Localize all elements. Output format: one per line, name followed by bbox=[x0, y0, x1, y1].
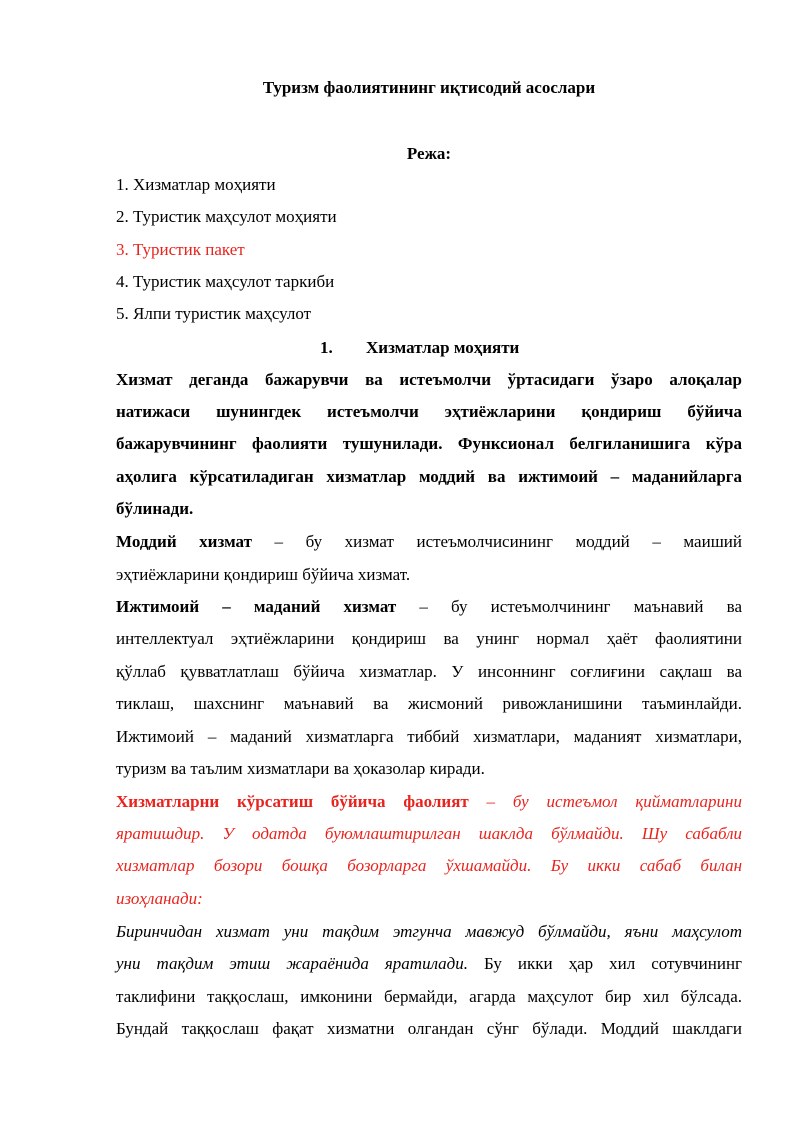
para3-term: Ижтимоий – маданий хизмат bbox=[116, 597, 397, 616]
para2-line bbox=[116, 530, 742, 554]
para1-line: бўлинади. bbox=[116, 499, 194, 518]
plan-heading: Режа: bbox=[406, 144, 452, 163]
para3-line: тиклаш, шахснинг маънавий ва жисмоний ривожланишини таъминлайди. bbox=[116, 694, 742, 713]
plan-item-2: 2. Туристик маҳсулот моҳияти bbox=[116, 207, 337, 226]
para4-text: – бу истеъмол қийматларини bbox=[468, 792, 742, 811]
para5-italic: уни тақдим этиш жараёнида яратилади. bbox=[116, 954, 469, 973]
para1-line: Хизмат деганда бажарувчи ва истеъмолчи ўртасидаги ўзаро алоқалар bbox=[116, 370, 742, 389]
section-number: 1. bbox=[320, 338, 333, 357]
plan-item-1: 1. Хизматлар моҳияти bbox=[116, 175, 276, 194]
para2-term: Моддий хизмат bbox=[116, 532, 252, 551]
para4-term: Хизматларни кўрсатиш бўйича фаолият bbox=[116, 792, 469, 811]
para3-line: интеллектуал эҳтиёжларини қондириш ва унинг нормал ҳаёт фаолиятини bbox=[116, 629, 742, 648]
section-title: Хизматлар моҳияти bbox=[366, 338, 520, 357]
plan-item-5: 5. Ялпи туристик маҳсулот bbox=[116, 304, 312, 323]
para5-line: Биринчидан хизмат уни тақдим этгунча мавжуд бўлмайди, яъни маҳсулот bbox=[116, 922, 742, 941]
para3-line: қўллаб қувватлатлаш бўйича хизматлар. У инсоннинг соғлиғини сақлаш ва bbox=[116, 662, 742, 681]
para4-line: хизматлар бозори бошқа бозорларга ўхшамайди. Бу икки сабаб билан bbox=[116, 856, 742, 875]
para5-text: Бу икки ҳар хил сотувчининг bbox=[468, 954, 743, 973]
para1-line: аҳолига кўрсатиладиган хизматлар моддий ва ижтимоий – маданийларга bbox=[116, 467, 742, 486]
para5-line: таклифини таққослаш, имконини бермайди, агарда маҳсулот бир хил бўлсада. bbox=[116, 987, 742, 1006]
plan-item-3: 3. Туристик пакет bbox=[116, 240, 245, 259]
para3-line: Ижтимоий – маданий хизматларга тиббий хизматлари, маданият хизматлари, bbox=[116, 727, 742, 746]
para3-text: – бу истеъмолчининг маънавий ва bbox=[396, 597, 742, 616]
para1-line: бажарувчининг фаолияти тушунилади. Функсионал белгиланишига кўра bbox=[116, 434, 742, 453]
para4-line: яратишдир. У одатда буюмлаштирилган шаклда бўлмайди. Шу сабабли bbox=[116, 824, 742, 843]
para5-line: Бундай таққослаш фақат хизматни олгандан сўнг бўлади. Моддий шаклдаги bbox=[116, 1019, 742, 1038]
plan-item-4: 4. Туристик маҳсулот таркиби bbox=[116, 272, 335, 291]
para3-line bbox=[116, 595, 742, 619]
section-heading bbox=[320, 336, 519, 360]
para2-line: эҳтиёжларини қондириш бўйича хизмат. bbox=[116, 565, 411, 584]
para2-text: – бу хизмат истеъмолчисининг моддий – маиший bbox=[251, 532, 742, 551]
para5-line bbox=[116, 952, 742, 976]
document-title: Туризм фаолиятининг иқтисодий асослари bbox=[262, 78, 596, 97]
para4-line bbox=[116, 790, 742, 814]
para3-line: туризм ва таълим хизматлари ва ҳоказолар киради. bbox=[116, 759, 485, 778]
para1-line: натижаси шунингдек истеъмолчи эҳтиёжларини қондириш бўйича bbox=[116, 402, 742, 421]
para4-line: изоҳланади: bbox=[116, 889, 203, 908]
